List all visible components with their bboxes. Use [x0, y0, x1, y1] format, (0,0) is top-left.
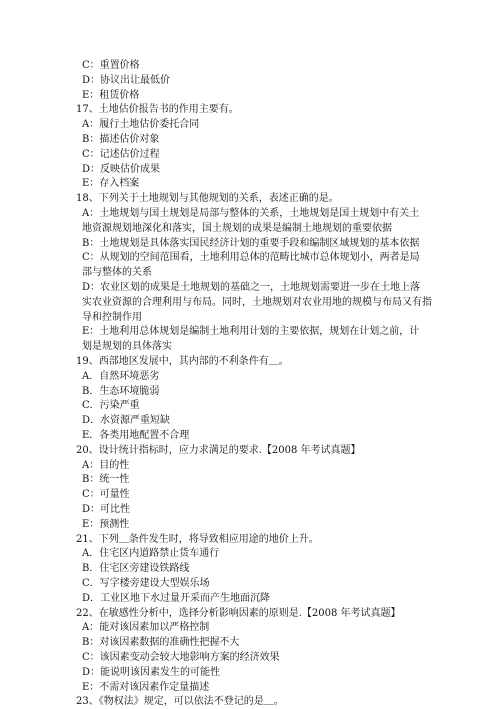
option-line: A．住宅区内道路禁止货车通行	[82, 548, 220, 560]
option-line: D：可比性	[82, 504, 131, 515]
option-line: E：土地利用总体规划是编制土地利用计划的主要依据，规划在计划之前，计	[82, 326, 420, 338]
option-line: A：履行土地估价委托合同	[82, 119, 200, 131]
question-line: 17、土地估价报告书的作用主要有。	[76, 104, 239, 116]
question-line: 18、下列关于土地规划与其他规划的关系，表述正确的是。	[76, 193, 339, 205]
option-line: B：描述估价对象	[82, 134, 160, 145]
option-line: B：土地规划是具体落实国民经济计划的重要手段和编制区域规划的基本依据	[82, 237, 420, 249]
option-line: A．自然环境恶劣	[82, 370, 160, 382]
question-line: 23、《物权法》规定，可以依法不登记的是＿。	[76, 696, 284, 708]
option-line: D：反映估价成果	[82, 163, 161, 175]
option-line: D：协议出让最低价	[82, 74, 171, 86]
option-line: C．污染严重	[82, 400, 140, 412]
option-line: C：可量性	[82, 489, 130, 501]
option-line: D．工业区地下水过量开采而产生地面沉降	[82, 592, 271, 604]
option-line: D：农业区划的成果是土地规划的基础之一，土地规划需要进一步在土地上落	[82, 282, 421, 293]
option-line: E：预测性	[82, 518, 130, 530]
option-line: E：租赁价格	[82, 89, 140, 101]
question-line: 20、设计统计指标时，应力求满足的要求.【2008 年考试真题】	[76, 444, 361, 456]
option-line: E．各类用地配置不合理	[82, 430, 190, 441]
continuation-line: 地资源规划地深化和落实，国土规划的成果是编制土地规划的重要依据	[82, 222, 392, 234]
question-line: 19、西部地区发展中，其内部的不利条件有＿。	[76, 356, 289, 367]
question-line: 22、在敏感性分析中，选择分析影响因素的原则是.【2008 年考试真题】	[76, 607, 401, 619]
option-line: B：对该因素数据的准确性把握不大	[82, 637, 240, 649]
continuation-line: 实农业资源的合理利用与布局。同时，土地规划对农业用地的规模与布局又有指	[82, 296, 432, 308]
option-line: A：土地规划与国土规划是局部与整体的关系，土地规划是国土规划中有关土	[82, 208, 420, 219]
option-line: D：能说明该因素发生的可能性	[82, 666, 221, 678]
option-line: B：统一性	[82, 474, 130, 486]
option-line: C．写字楼旁建设大型娱乐场	[82, 578, 210, 589]
option-line: B．住宅区旁建设铁路线	[82, 563, 190, 575]
question-line: 21、下列＿条件发生时，将导致相应用途的地价上升。	[76, 533, 319, 545]
option-line: E：不需对该因素作定量描述	[82, 681, 210, 693]
option-line: E：存入档案	[82, 178, 140, 190]
option-line: A：能对该因素加以严格控制	[82, 622, 210, 634]
option-line: C：从规划的空间范围看，土地利用总体的范畴比城市总体规划小，两者是局	[82, 252, 420, 264]
option-line: C：记述估价过程	[82, 148, 160, 160]
option-line: B．生态环境脆弱	[82, 385, 160, 397]
option-line: C：重置价格	[82, 60, 140, 71]
option-line: A：目的性	[82, 459, 130, 471]
continuation-line: 导和控制作用	[82, 311, 142, 323]
continuation-line: 划是规划的具体落实	[82, 341, 172, 353]
continuation-line: 部与整体的关系	[82, 267, 152, 279]
option-line: D．水资源严重短缺	[82, 415, 171, 427]
option-line: C：该因素变动会较大地影响方案的经济效果	[82, 652, 280, 663]
